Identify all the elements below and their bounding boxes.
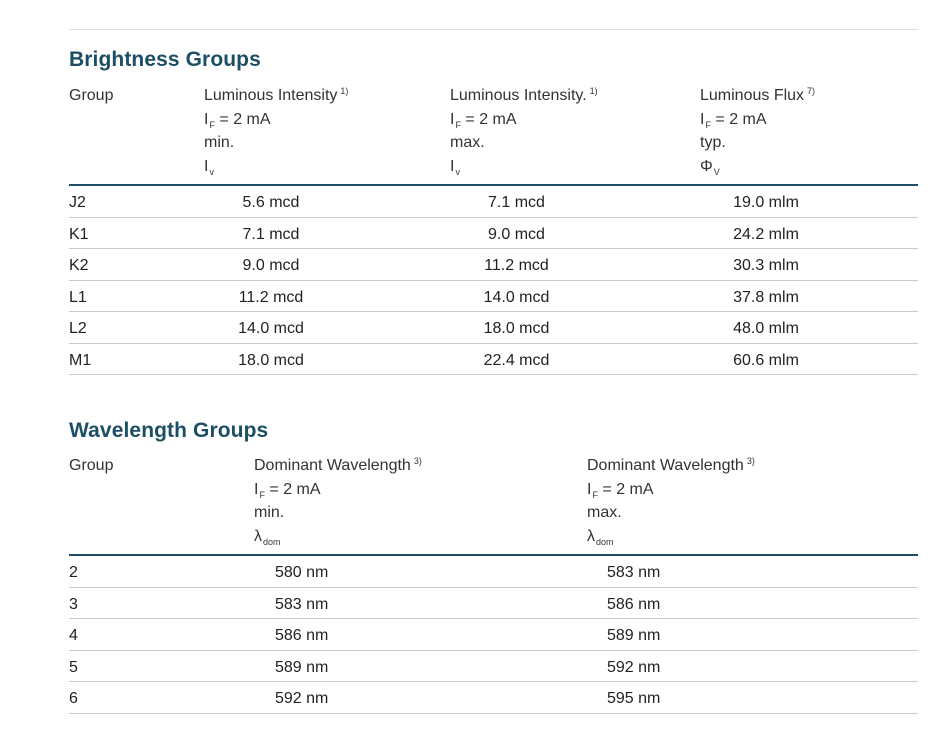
group-cell: 6 bbox=[69, 690, 78, 707]
condition-value: = 2 mA bbox=[269, 480, 321, 498]
group-cell: M1 bbox=[69, 351, 92, 369]
brightness-header-rule bbox=[69, 184, 918, 186]
row-divider bbox=[69, 280, 918, 281]
row-divider bbox=[69, 374, 918, 375]
max-intensity-cell: 14.0 mcd bbox=[483, 288, 550, 306]
footnote-ref: 1) bbox=[340, 86, 349, 96]
brightness-header-min-intensity bbox=[204, 84, 348, 178]
symbol: I bbox=[204, 157, 209, 175]
condition-symbol: I bbox=[204, 110, 209, 128]
max-wavelength-cell: 592 nm bbox=[607, 658, 661, 676]
max-intensity-cell: 18.0 mcd bbox=[483, 320, 550, 337]
max-intensity-cell: 9.0 mcd bbox=[488, 225, 545, 243]
brightness-header-group: Group bbox=[69, 87, 114, 104]
qualifier: typ. bbox=[700, 134, 726, 151]
symbol-subscript: dom bbox=[263, 536, 281, 547]
min-intensity-cell: 7.1 mcd bbox=[242, 225, 300, 243]
min-wavelength-cell: 583 nm bbox=[275, 595, 329, 613]
group-cell: K1 bbox=[69, 225, 89, 243]
symbol-subscript: v bbox=[209, 166, 214, 177]
row-divider bbox=[69, 681, 918, 682]
top-divider bbox=[69, 29, 918, 30]
column-name: Dominant Wavelength bbox=[254, 457, 411, 474]
group-cell: 3 bbox=[69, 595, 78, 613]
condition-subscript: F bbox=[209, 119, 215, 130]
condition-value: = 2 mA bbox=[602, 480, 654, 498]
min-wavelength-cell: 589 nm bbox=[275, 658, 329, 676]
row-divider bbox=[69, 713, 918, 714]
condition-symbol: I bbox=[450, 110, 455, 128]
symbol: λ bbox=[254, 527, 262, 545]
row-divider bbox=[69, 618, 918, 619]
symbol-subscript: dom bbox=[596, 536, 614, 547]
min-wavelength-cell: 580 nm bbox=[275, 564, 329, 581]
group-cell: J2 bbox=[69, 194, 86, 211]
qualifier: max. bbox=[587, 504, 622, 521]
footnote-ref: 7) bbox=[807, 86, 816, 96]
group-cell: K2 bbox=[69, 257, 89, 274]
wavelength-header-rule bbox=[69, 554, 918, 556]
condition-symbol: I bbox=[700, 110, 705, 128]
group-cell: L1 bbox=[69, 288, 87, 306]
footnote-ref: 3) bbox=[746, 456, 755, 466]
luminous-flux-cell: 48.0 mlm bbox=[733, 320, 799, 337]
qualifier: max. bbox=[450, 134, 485, 151]
symbol: Φ bbox=[700, 157, 713, 175]
condition-subscript: F bbox=[259, 489, 265, 500]
condition-value: = 2 mA bbox=[465, 110, 517, 128]
group-cell: 4 bbox=[69, 627, 78, 644]
condition-symbol: I bbox=[254, 480, 259, 498]
wavelength-groups-title: Wavelength Groups bbox=[69, 419, 269, 442]
row-divider bbox=[69, 311, 918, 312]
luminous-flux-cell: 60.6 mlm bbox=[733, 351, 799, 369]
footnote-ref: 3) bbox=[413, 456, 422, 466]
brightness-header-luminous-flux bbox=[700, 84, 815, 178]
max-intensity-cell: 11.2 mcd bbox=[484, 257, 549, 274]
qualifier: min. bbox=[254, 504, 285, 521]
max-wavelength-cell: 595 nm bbox=[607, 690, 661, 707]
max-wavelength-cell: 589 nm bbox=[607, 627, 661, 644]
row-divider bbox=[69, 587, 918, 588]
min-wavelength-cell: 586 nm bbox=[275, 627, 329, 644]
wavelength-header-min bbox=[254, 454, 422, 548]
condition-subscript: F bbox=[592, 489, 598, 500]
qualifier: min. bbox=[204, 134, 235, 151]
symbol: I bbox=[450, 157, 455, 175]
group-cell: 2 bbox=[69, 564, 78, 581]
luminous-flux-cell: 37.8 mlm bbox=[733, 288, 799, 306]
column-name: Luminous Flux bbox=[700, 87, 805, 104]
max-intensity-cell: 22.4 mcd bbox=[483, 351, 550, 369]
condition-subscript: F bbox=[455, 119, 461, 130]
luminous-flux-cell: 30.3 mlm bbox=[733, 257, 799, 274]
min-intensity-cell: 5.6 mcd bbox=[242, 194, 300, 211]
row-divider bbox=[69, 248, 918, 249]
condition-symbol: I bbox=[587, 480, 592, 498]
min-intensity-cell: 18.0 mcd bbox=[238, 351, 304, 369]
max-wavelength-cell: 583 nm bbox=[607, 564, 661, 581]
column-name: Luminous Intensity. bbox=[450, 87, 587, 104]
symbol: λ bbox=[587, 527, 595, 545]
column-name: Dominant Wavelength bbox=[587, 457, 744, 474]
min-intensity-cell: 9.0 mcd bbox=[242, 257, 300, 274]
max-wavelength-cell: 586 nm bbox=[607, 595, 661, 613]
symbol-subscript: v bbox=[455, 166, 460, 177]
luminous-flux-cell: 24.2 mlm bbox=[733, 225, 799, 243]
column-name: Luminous Intensity bbox=[204, 87, 338, 104]
wavelength-header-max bbox=[587, 454, 755, 548]
min-intensity-cell: 11.2 mcd bbox=[238, 288, 304, 306]
condition-value: = 2 mA bbox=[219, 110, 271, 128]
footnote-ref: 1) bbox=[589, 86, 598, 96]
group-cell: L2 bbox=[69, 320, 87, 337]
row-divider bbox=[69, 217, 918, 218]
group-cell: 5 bbox=[69, 658, 78, 676]
brightness-groups-title: Brightness Groups bbox=[69, 48, 261, 71]
condition-value: = 2 mA bbox=[715, 110, 767, 128]
max-intensity-cell: 7.1 mcd bbox=[488, 194, 545, 211]
condition-subscript: F bbox=[705, 119, 711, 130]
min-intensity-cell: 14.0 mcd bbox=[238, 320, 304, 337]
wavelength-header-group: Group bbox=[69, 457, 114, 474]
row-divider bbox=[69, 650, 918, 651]
brightness-header-max-intensity bbox=[450, 84, 598, 178]
min-wavelength-cell: 592 nm bbox=[275, 690, 329, 707]
symbol-subscript: V bbox=[713, 166, 720, 177]
row-divider bbox=[69, 343, 918, 344]
luminous-flux-cell: 19.0 mlm bbox=[733, 194, 799, 211]
